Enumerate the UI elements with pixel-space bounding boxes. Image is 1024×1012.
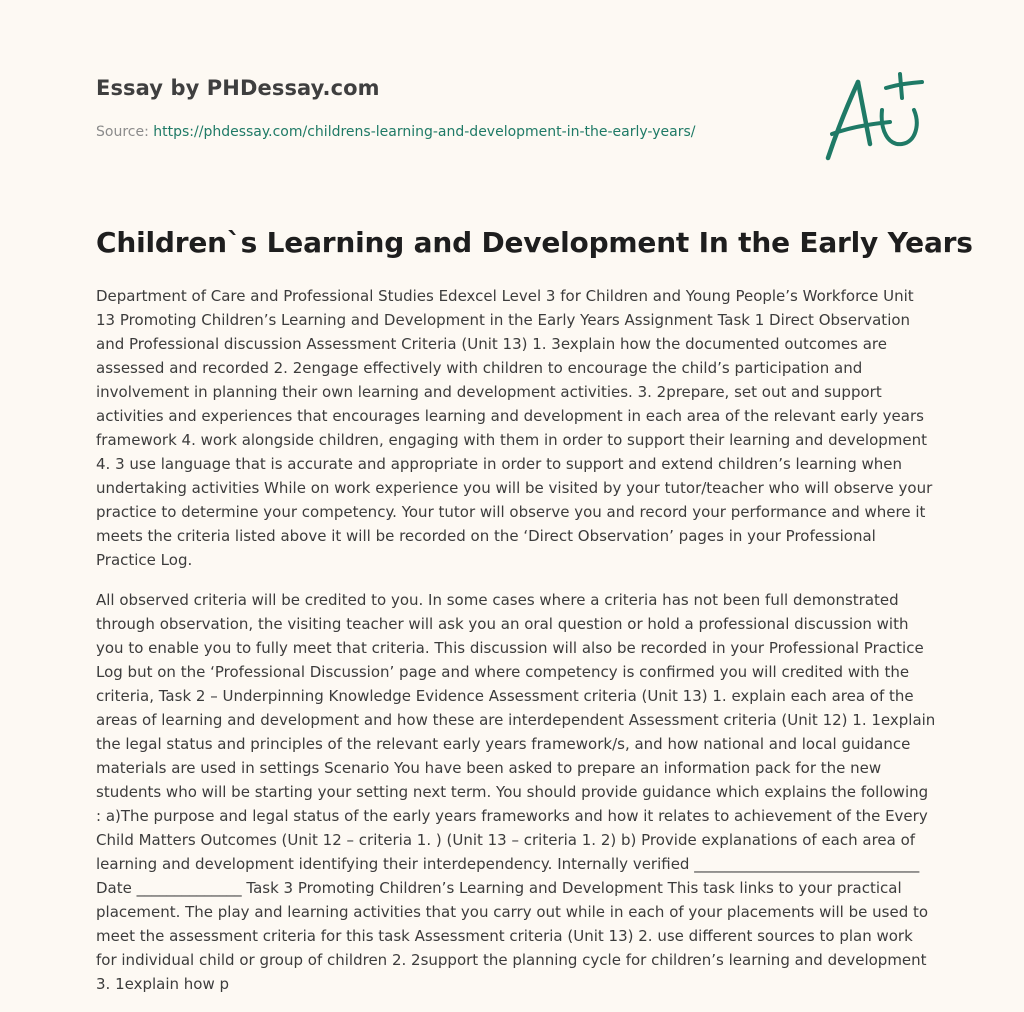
essay-paragraph: All observed criteria will be credited to you. In some cases where a criteria has not been full demonstrated through observation, the visiting teacher will ask you an oral question or hold a professional discussion with you to enable you to fully meet that criteria. This discussion will also be recorded in your Professional Practice Log but on the ‘Professional Discussion’ page and where competency is confirmed you will credited with the criteria, Task 2 – Underpinning Knowledge Evidence Assessment criteria (Unit 13) 1. explain each area of the areas of learning and development and how these are interdependent Assessment criteria (Unit 12) 1. 1explain the legal status and principles of the relevant early years framework/s, and how national and local guidance materials are used in settings Scenario You have been asked to prepare an information pack for the new students who will be starting your setting next term. You should provide guidance which explains the following : a)The purpose and legal status of the early years frameworks and how it relates to achievement of the Every Child Matters Outcomes (Unit 12 – criteria 1. ) (Unit 13 – criteria 1. 2) b) Provide explanations of each area of learning and development identifying their interdependency. Internally verified ______________________________ Date ______________ Task 3 Promoting Children’s Learning and Development This task links to your practical placement. The play and learning activities that you carry out while in each of your placements will be used to meet the assessment criteria for this task Assessment criteria (Unit 13) 2. use different sources to plan work for individual child or group of children 2. 2support the planning cycle for children’s learning and development 3. 1explain how p bbox=[96, 591, 936, 993]
source-link[interactable]: https://phdessay.com/childrens-learning-and-development-in-the-early-years/ bbox=[153, 124, 696, 140]
essay-body bbox=[96, 284, 936, 1012]
essay-title: Children`s Learning and Development In the Early Years bbox=[96, 226, 973, 259]
a-plus-logo bbox=[818, 68, 930, 164]
source-label: Source: bbox=[96, 124, 154, 140]
site-brand: Essay by PHDessay.com bbox=[96, 76, 380, 100]
source-line bbox=[96, 124, 695, 140]
essay-paragraph: Department of Care and Professional Studies Edexcel Level 3 for Children and Young People’s Workforce Unit 13 Promoting Children’s Learning and Development in the Early Years Assignment Task 1 Direct Observation and Professional discussion Assessment Criteria (Unit 13) 1. 3explain how the documented outcomes are assessed and recorded 2. 2engage effectively with children to encourage the child’s participation and involvement in planning their own learning and development activities. 3. 2prepare, set out and support activities and experiences that encourages learning and development in each area of the relevant early years framework 4. work alongside children, engaging with them in order to support their learning and development 4. 3 use language that is accurate and appropriate in order to support and extend children’s learning when undertaking activities While on work experience you will be visited by your tutor/teacher who will observe your practice to determine your competency. Your tutor will observe you and record your performance and where it meets the criteria listed above it will be recorded on the ‘Direct Observation’ pages in your Professional Practice Log. bbox=[96, 287, 933, 569]
